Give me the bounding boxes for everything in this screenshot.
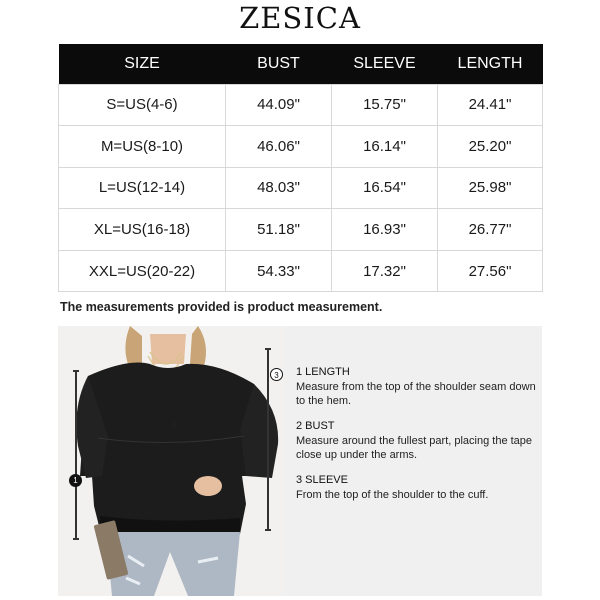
guide-bust-title: 2 BUST (296, 420, 335, 432)
header-size: SIZE (59, 44, 226, 84)
sleeve-line (267, 348, 269, 531)
model-photo (58, 326, 284, 596)
guide-bust (296, 420, 536, 462)
measurement-note: The measurements provided is product measurement. (60, 300, 383, 314)
table-row (59, 250, 543, 292)
cell-bust: 54.33" (226, 250, 332, 292)
cell-bust: 48.03" (226, 167, 332, 209)
brand-logo: ZESICA (239, 1, 361, 35)
cell-length: 25.20" (438, 126, 543, 168)
cell-bust: 51.18" (226, 209, 332, 251)
guide-length-title: 1 LENGTH (296, 366, 350, 378)
cell-sleeve: 16.93" (332, 209, 438, 251)
guide-length (296, 366, 536, 408)
length-marker: 1 (69, 474, 82, 487)
cell-length: 26.77" (438, 209, 543, 251)
cell-size: M=US(8-10) (59, 126, 226, 168)
sweater-illustration (58, 326, 284, 596)
table-row (59, 209, 543, 251)
sleeve-tick-bottom (265, 529, 271, 531)
header-bust: BUST (226, 44, 332, 84)
cell-bust: 44.09" (226, 84, 332, 126)
cell-sleeve: 16.54" (332, 167, 438, 209)
cell-size: S=US(4-6) (59, 84, 226, 126)
cell-length: 27.56" (438, 250, 543, 292)
table-row (59, 84, 543, 126)
table-row (59, 167, 543, 209)
length-tick-bottom (73, 538, 79, 540)
table-row (59, 126, 543, 168)
guide-sleeve-desc: From the top of the shoulder to the cuff. (296, 489, 489, 501)
cell-bust: 46.06" (226, 126, 332, 168)
guide-bust-desc: Measure around the fullest part, placing the tape close up under the arms. (296, 435, 533, 461)
guide-length-desc: Measure from the top of the shoulder seam down to the hem. (296, 381, 536, 407)
cell-sleeve: 15.75" (332, 84, 438, 126)
table-header-row (59, 44, 543, 84)
measurement-guide (274, 326, 542, 596)
cell-sleeve: 16.14" (332, 126, 438, 168)
sleeve-marker: 3 (270, 368, 283, 381)
bust-marker: 2 (171, 420, 177, 430)
cell-size: XXL=US(20-22) (59, 250, 226, 292)
cell-length: 24.41" (438, 84, 543, 126)
cell-size: XL=US(16-18) (59, 209, 226, 251)
header-length: LENGTH (438, 44, 543, 84)
cell-sleeve: 17.32" (332, 250, 438, 292)
guide-sleeve (296, 474, 536, 502)
length-line (75, 370, 77, 540)
guide-sleeve-title: 3 SLEEVE (296, 474, 348, 486)
cell-size: L=US(12-14) (59, 167, 226, 209)
size-chart-table (58, 44, 543, 292)
header-sleeve: SLEEVE (332, 44, 438, 84)
cell-length: 25.98" (438, 167, 543, 209)
